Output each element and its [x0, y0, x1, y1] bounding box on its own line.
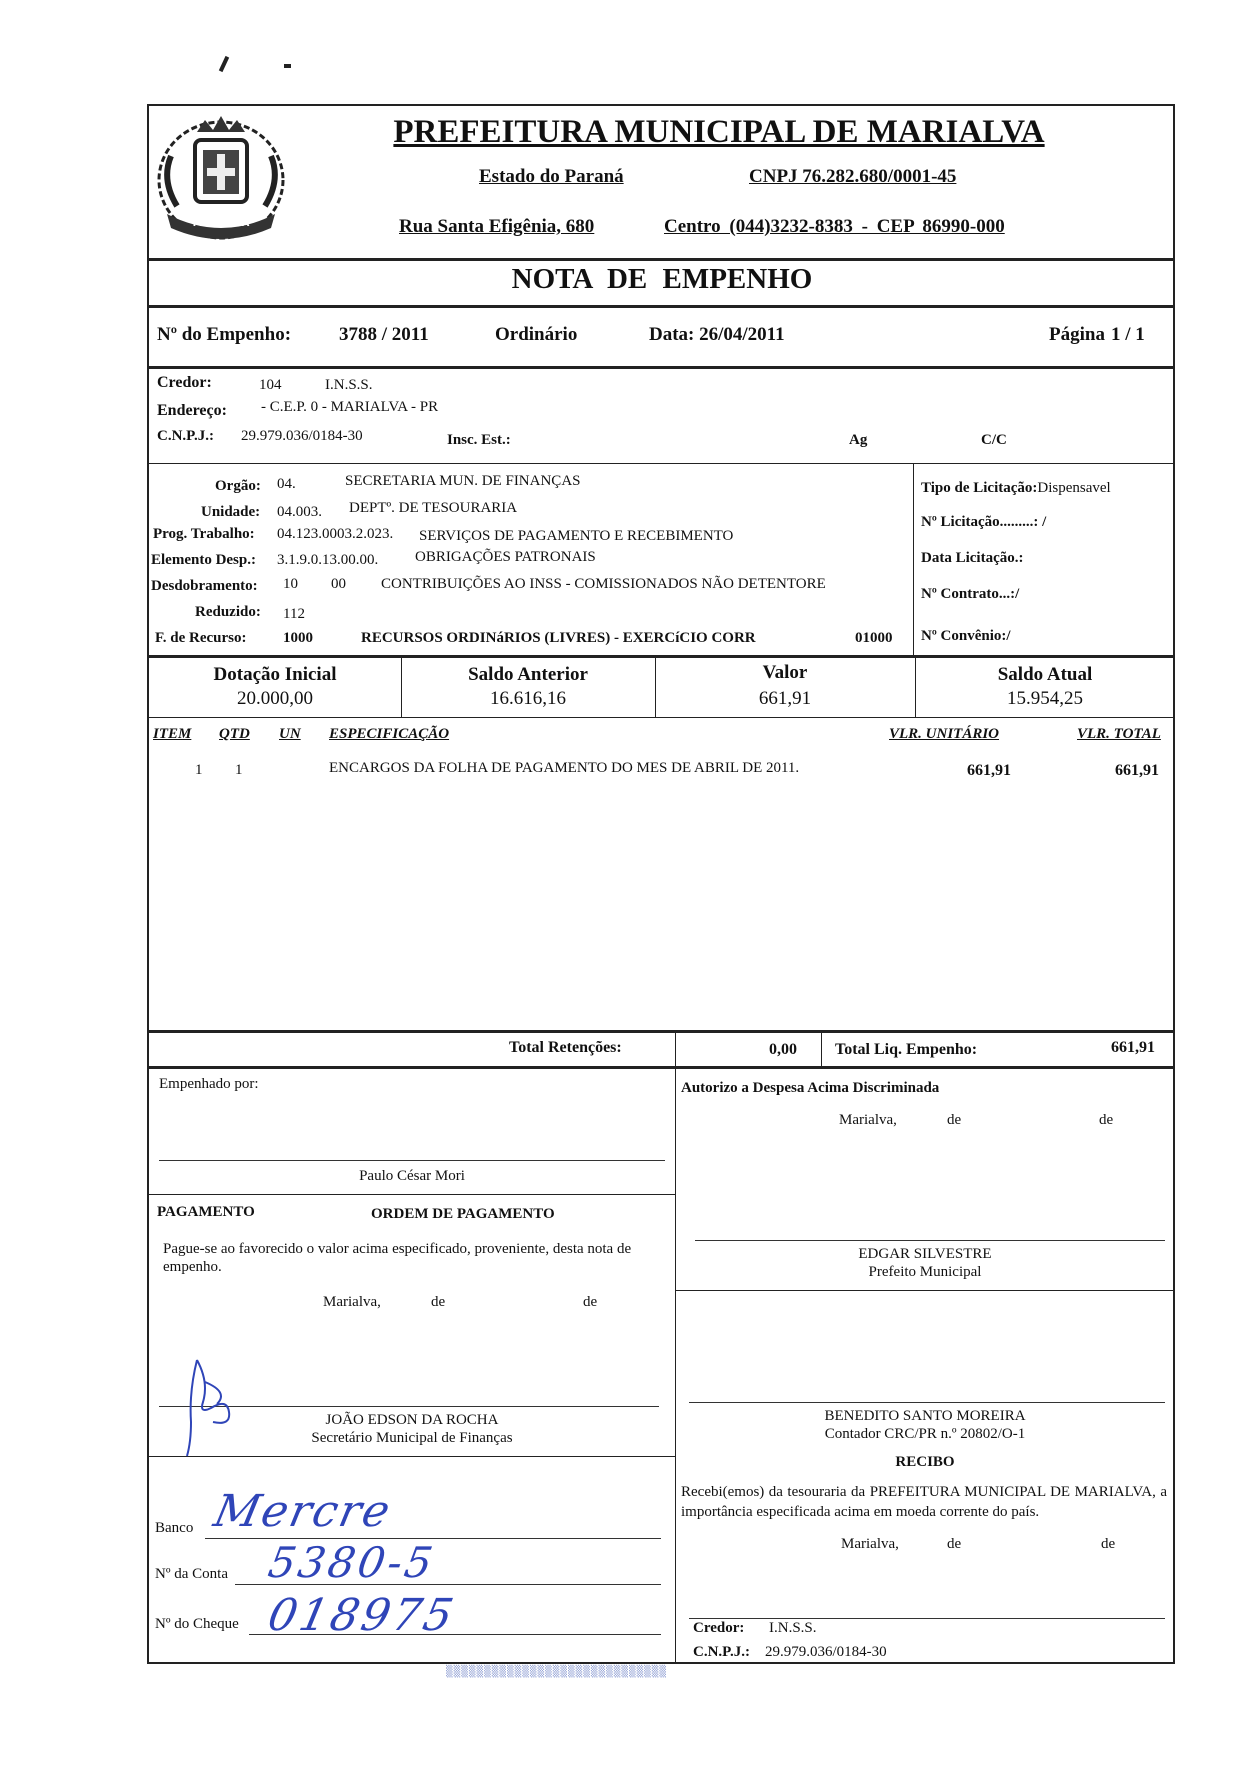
insc-est-label: Insc. Est.:	[447, 432, 511, 448]
dotacao-inicial-value: 20.000,00	[237, 688, 313, 709]
empenho-date: Data: 26/04/2011	[649, 324, 785, 345]
handwritten-conta: 5380-5	[264, 1538, 440, 1587]
svg-text:MARIALVA: MARIALVA	[192, 218, 250, 229]
empenhado-por-label: Empenhado por:	[159, 1076, 259, 1092]
stray-mark	[284, 64, 291, 68]
desdobramento-code2: 00	[331, 576, 346, 592]
recibo-text: Recebi(emos) da tesouraria da PREFEITURA MUNICIPAL DE MARIALVA, a importância especificada acima em moeda corrente do país.	[681, 1484, 1167, 1520]
secretario-cargo: Secretário Municipal de Finanças	[311, 1430, 513, 1446]
recibo-cnpj-label: C.N.P.J.:	[693, 1644, 750, 1660]
recibo-de-1: de	[947, 1536, 962, 1552]
conta-label: Nº da Conta	[155, 1566, 228, 1582]
valor-label: Valor	[762, 662, 808, 683]
desdobramento-label: Desdobramento:	[151, 578, 258, 594]
valor-value: 661,91	[758, 688, 812, 709]
saldo-atual-value: 15.954,25	[1007, 688, 1083, 709]
empenho-number: 3788 / 2011	[339, 324, 429, 345]
total-retencoes-value: 0,00	[769, 1041, 797, 1058]
municipal-crest-seal	[153, 110, 289, 246]
elemento-name: OBRIGAÇÕES PATRONAIS	[415, 549, 596, 565]
address-label: Rua Santa Efigênia, 680	[399, 216, 595, 237]
tipo-licitacao-label: Tipo de Licitação:Dispensavel	[921, 480, 1111, 496]
item-number: 1	[195, 762, 203, 778]
address-contact-label: Centro (044)3232-8383 - CEP 86990-000	[664, 216, 1005, 237]
endereco-value: - C.E.P. 0 - MARIALVA - PR	[261, 399, 439, 415]
cnpj-label: C.N.P.J.:	[157, 428, 214, 444]
cnpj-value: 29.979.036/0184-30	[241, 428, 363, 444]
numero-convenio-label: Nº Convênio:/	[921, 628, 1011, 644]
numero-licitacao-label: Nº Licitação.........: /	[921, 514, 1047, 530]
secretario-nome: JOÃO EDSON DA ROCHA	[325, 1412, 499, 1428]
credor-name: I.N.S.S.	[325, 377, 373, 393]
state-label: Estado do Paraná	[479, 166, 624, 187]
handwritten-banco: Mercre	[209, 1486, 397, 1537]
fonte-recurso-name: RECURSOS ORDINáRIOS (LIVRES) - EXERCíCIO CORR	[361, 630, 756, 646]
unidade-code: 04.003.	[277, 504, 322, 520]
prefeito-cargo: Prefeito Municipal	[868, 1264, 982, 1280]
recibo-cnpj-value: 29.979.036/0184-30	[765, 1644, 887, 1660]
prefeito-nome: EDGAR SILVESTRE	[858, 1246, 992, 1262]
prog-trabalho-name: SERVIÇOS DE PAGAMENTO E RECEBIMENTO	[419, 528, 734, 544]
pague-se-text: Pague-se ao favorecido o valor acima especificado, proveniente, desta nota de empenho.	[163, 1241, 632, 1275]
numero-contrato-label: Nº Contrato...:/	[921, 586, 1020, 602]
conta-corrente-label: C/C	[981, 432, 1007, 448]
page-number: 1 / 1	[1111, 324, 1145, 345]
total-liquido-label: Total Liq. Empenho:	[835, 1041, 978, 1058]
recibo-marialva: Marialva,	[841, 1536, 899, 1552]
page-number-label: Página	[1049, 324, 1105, 345]
scan-stamp: ▒▒▒▒▒▒▒▒▒▒▒▒▒▒▒▒▒▒▒▒▒▒▒▒▒▒▒▒▒	[446, 1665, 668, 1678]
page-title: PREFEITURA MUNICIPAL DE MARIALVA	[393, 114, 1045, 150]
ordem-pagamento-label: ORDEM DE PAGAMENTO	[371, 1206, 555, 1222]
recibo-credor-value: I.N.S.S.	[769, 1620, 817, 1636]
fonte-recurso-code: 1000	[283, 630, 313, 646]
saldo-anterior-label: Saldo Anterior	[468, 664, 588, 685]
recibo-title: RECIBO	[895, 1454, 955, 1470]
fonte-recurso-code2: 01000	[855, 630, 893, 646]
recibo-credor-label: Credor:	[693, 1620, 745, 1636]
desdobramento-code1: 10	[283, 576, 298, 592]
dotacao-inicial-label: Dotação Inicial	[213, 664, 337, 685]
item-unit-value: 661,91	[967, 762, 1011, 779]
item-column-header: ITEM	[153, 726, 192, 742]
recibo-de-2: de	[1101, 1536, 1116, 1552]
pagamento-label: PAGAMENTO	[157, 1204, 255, 1220]
elemento-code: 3.1.9.0.13.00.00.	[277, 552, 379, 568]
empenho-type: Ordinário	[495, 324, 578, 345]
cheque-label: Nº do Cheque	[155, 1616, 239, 1632]
ordem-de-2: de	[583, 1294, 598, 1310]
item-quantity: 1	[235, 762, 243, 778]
autorizo-de-2: de	[1099, 1112, 1114, 1128]
ordem-de-1: de	[431, 1294, 446, 1310]
prog-trabalho-code: 04.123.0003.2.023.	[277, 526, 394, 542]
autorizo-label: Autorizo a Despesa Acima Discriminada	[681, 1080, 940, 1096]
reduzido-code: 112	[283, 606, 305, 622]
prog-trabalho-label: Prog. Trabalho:	[153, 526, 255, 542]
cnpj-label: CNPJ 76.282.680/0001-45	[749, 166, 957, 187]
contador-cargo: Contador CRC/PR n.º 20802/O-1	[824, 1426, 1026, 1442]
unidade-label: Unidade:	[201, 504, 261, 520]
total-liquido-value: 661,91	[1111, 1039, 1155, 1056]
unidade-name: DEPTº. DE TESOURARIA	[349, 500, 518, 516]
nota-empenho-form	[147, 104, 1175, 1664]
orgao-code: 04.	[277, 476, 296, 492]
reduzido-label: Reduzido:	[195, 604, 261, 620]
credor-label: Credor:	[157, 374, 212, 391]
orgao-name: SECRETARIA MUN. DE FINANÇAS	[345, 473, 581, 489]
empenho-number-label: Nº do Empenho:	[157, 324, 292, 345]
fonte-recurso-label: F. de Recurso:	[155, 630, 247, 646]
especificacao-column-header: ESPECIFICAÇÃO	[329, 726, 450, 742]
saldo-atual-label: Saldo Atual	[997, 664, 1093, 685]
desdobramento-name: CONTRIBUIÇÕES AO INSS - COMISSIONADOS NÃO DETENTORE	[381, 576, 826, 592]
total-retencoes-label: Total Retenções:	[509, 1039, 622, 1056]
valor-total-column-header: VLR. TOTAL	[1077, 726, 1161, 742]
valor-unitario-column-header: VLR. UNITÁRIO	[889, 726, 1000, 742]
agencia-label: Ag	[849, 432, 868, 448]
orgao-label: Orgão:	[215, 478, 261, 494]
ordem-marialva: Marialva,	[323, 1294, 381, 1310]
stray-mark	[219, 56, 229, 72]
item-description: ENCARGOS DA FOLHA DE PAGAMENTO DO MES DE ABRIL DE 2011.	[329, 760, 800, 776]
banco-label: Banco	[155, 1520, 194, 1536]
elemento-label: Elemento Desp.:	[151, 552, 256, 568]
contador-nome: BENEDITO SANTO MOREIRA	[824, 1408, 1026, 1424]
handwritten-cheque: 018975	[263, 1590, 461, 1641]
autorizo-de-1: de	[947, 1112, 962, 1128]
credor-code: 104	[259, 377, 282, 393]
endereco-label: Endereço:	[157, 402, 227, 419]
handwritten-signature	[169, 1352, 289, 1462]
autorizo-marialva: Marialva,	[839, 1112, 897, 1128]
un-column-header: UN	[279, 726, 301, 742]
saldo-anterior-value: 16.616,16	[490, 688, 566, 709]
empenhado-por-nome: Paulo César Mori	[359, 1168, 465, 1184]
document-title: NOTA DE EMPENHO	[511, 263, 813, 295]
qtd-column-header: QTD	[219, 726, 250, 742]
data-licitacao-label: Data Licitação.:	[921, 550, 1024, 566]
item-total-value: 661,91	[1115, 762, 1159, 779]
